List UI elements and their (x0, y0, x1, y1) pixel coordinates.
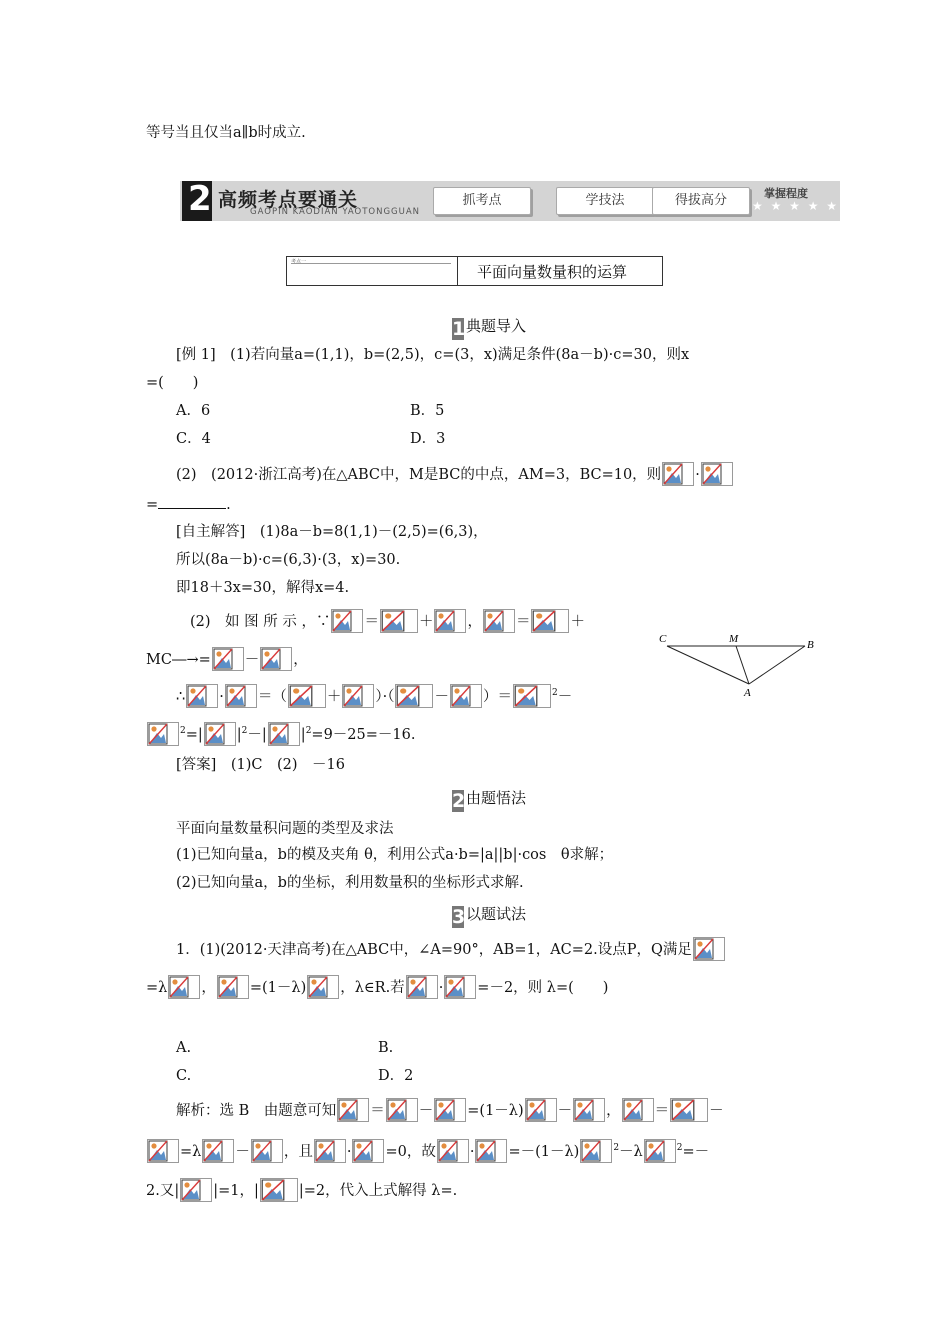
formula-image-icon (437, 1139, 469, 1163)
solution-line-2: 所以(8a－b)·c=(6,3)·(3，x)=30. (176, 552, 401, 568)
formula-image-icon (217, 975, 249, 999)
formula-image-icon (444, 975, 476, 999)
formula-image-icon (307, 975, 339, 999)
formula-image-icon (147, 1139, 179, 1163)
topic-title: 平面向量数量积的运算 (477, 263, 628, 281)
example-q2-cont: = . (146, 494, 231, 515)
option-c: C．4 (176, 431, 211, 447)
analysis-line-1: 解析：选 B 由题意可知 ＝ － =(1－λ) － ， ＝ － (176, 1098, 724, 1122)
tab-high-score[interactable]: 得拔高分 (652, 187, 750, 215)
formula-image-icon (260, 1178, 298, 1202)
formula-image-icon (352, 1139, 384, 1163)
formula-image-icon (331, 609, 363, 633)
formula-image-icon (693, 937, 725, 961)
formula-image-icon (434, 1098, 466, 1122)
formula-image-icon (180, 1178, 212, 1202)
example-question-1: [例 1] (1)若向量a=(1,1)，b=(2,5)，c=(3，x)满足条件(8a－b)·c=30，则x (176, 347, 690, 363)
method-item-2: (2)已知向量a，b的坐标，利用数量积的坐标形式求解. (176, 875, 524, 891)
solution-line-6: ∴ · ＝（ ＋ ）·（ － ）＝ $^2$－ (176, 683, 572, 708)
method-item-1: (1)已知向量a，b的模及夹角 θ，利用公式a·b=|a||b|·cos θ求解； (176, 847, 614, 863)
example-question-2: (2) (2012·浙江高考)在△ABC中，M是BC的中点，AM=3，BC=10，则 · (176, 462, 734, 486)
banner-subtitle: GAOPIN KAODIAN YAOTONGGUAN (250, 207, 421, 217)
exercise-option-d: D．2 (378, 1068, 414, 1084)
section-heading-2: 2由题悟法 (452, 789, 527, 812)
exercise-question: 1．(1)(2012·天津高考)在△ABC中，∠A=90°，AB=1，AC=2.设点P，Q满足 (176, 937, 726, 961)
exercise-option-a: A. (176, 1040, 192, 1056)
topic-box (286, 256, 663, 286)
label-b: B (807, 639, 814, 651)
formula-image-icon (186, 684, 218, 708)
triangle-figure (655, 630, 820, 700)
answer-blank (158, 494, 226, 509)
formula-image-icon (268, 722, 300, 746)
formula-image-icon (251, 1139, 283, 1163)
star-icon: ★ ★ ★ ★ ★ (752, 199, 840, 213)
formula-image-icon (225, 684, 257, 708)
formula-image-icon (168, 975, 200, 999)
answer-line: [答案] (1)C (2) －16 (176, 757, 345, 773)
formula-image-icon (260, 647, 292, 671)
section-banner (180, 181, 840, 221)
formula-image-icon (288, 684, 326, 708)
section-heading-1: 1典题导入 (452, 317, 527, 340)
formula-image-icon (622, 1098, 654, 1122)
formula-image-icon (204, 722, 236, 746)
formula-image-icon (573, 1098, 605, 1122)
analysis-line-2: =λ － ，且 · =0，故 · =－(1－λ) $^2$－λ $^2$=－ (146, 1138, 709, 1163)
label-c: C (659, 633, 667, 645)
formula-image-icon (662, 462, 694, 486)
formula-image-icon (475, 1139, 507, 1163)
option-d: D．3 (410, 431, 446, 447)
formula-image-icon (147, 722, 179, 746)
formula-image-icon (380, 609, 418, 633)
mastery-rating (752, 185, 838, 219)
formula-image-icon (406, 975, 438, 999)
formula-image-icon (531, 609, 569, 633)
banner-title: 高频考点要通关 (218, 189, 359, 211)
mastery-label: 掌握程度 (764, 187, 808, 200)
formula-image-icon (450, 684, 482, 708)
solution-line-4: (2) 如 图 所 示 ，∵ ＝ ＋ ， ＝ ＋ (190, 609, 585, 633)
formula-image-icon (701, 462, 733, 486)
tab-grasp-points[interactable]: 抓考点 (433, 187, 531, 215)
formula-image-icon (342, 684, 374, 708)
example-q1-cont: =( ) (146, 375, 199, 391)
formula-image-icon (395, 684, 433, 708)
option-a: A．6 (176, 403, 211, 419)
section-heading-3: 3以题试法 (452, 905, 527, 928)
solution-line-3: 即18＋3x=30，解得x=4. (176, 580, 350, 596)
formula-image-icon (513, 684, 551, 708)
topic-box-left: 考点一 (287, 257, 458, 285)
label-a: A (744, 687, 751, 699)
solution-line-1: [自主解答] (1)8a－b=8(1,1)－(2,5)=(6,3)， (176, 524, 488, 540)
exercise-option-c: C. (176, 1068, 192, 1084)
exercise-option-b: B. (378, 1040, 394, 1056)
option-b: B．5 (410, 403, 445, 419)
formula-image-icon (434, 609, 466, 633)
solution-line-5: MC―→= － ， (146, 647, 308, 671)
formula-image-icon (202, 1139, 234, 1163)
formula-image-icon (386, 1098, 418, 1122)
method-title: 平面向量数量积问题的类型及求法 (176, 821, 394, 837)
analysis-line-3: 2.又| |=1，| |=2，代入上式解得 λ=. (146, 1178, 457, 1202)
formula-image-icon (337, 1098, 369, 1122)
intro-line: 等号当且仅当a∥b时成立. (146, 125, 306, 141)
formula-image-icon (580, 1139, 612, 1163)
formula-image-icon (314, 1139, 346, 1163)
tab-learn-skills[interactable]: 学技法 (556, 187, 654, 215)
formula-image-icon (644, 1139, 676, 1163)
formula-image-icon (212, 647, 244, 671)
label-m: M (729, 633, 739, 645)
exercise-question-cont: =λ ， =(1－λ) ，λ∈R.若 · =－2，则 λ=( ) (146, 975, 608, 999)
formula-image-icon (525, 1098, 557, 1122)
formula-image-icon (670, 1098, 708, 1122)
solution-line-7: $^2$=| $|^2-|$ $|^2=9-25=-16$. (146, 721, 415, 746)
formula-image-icon (483, 609, 515, 633)
banner-number: 2 (182, 181, 212, 221)
